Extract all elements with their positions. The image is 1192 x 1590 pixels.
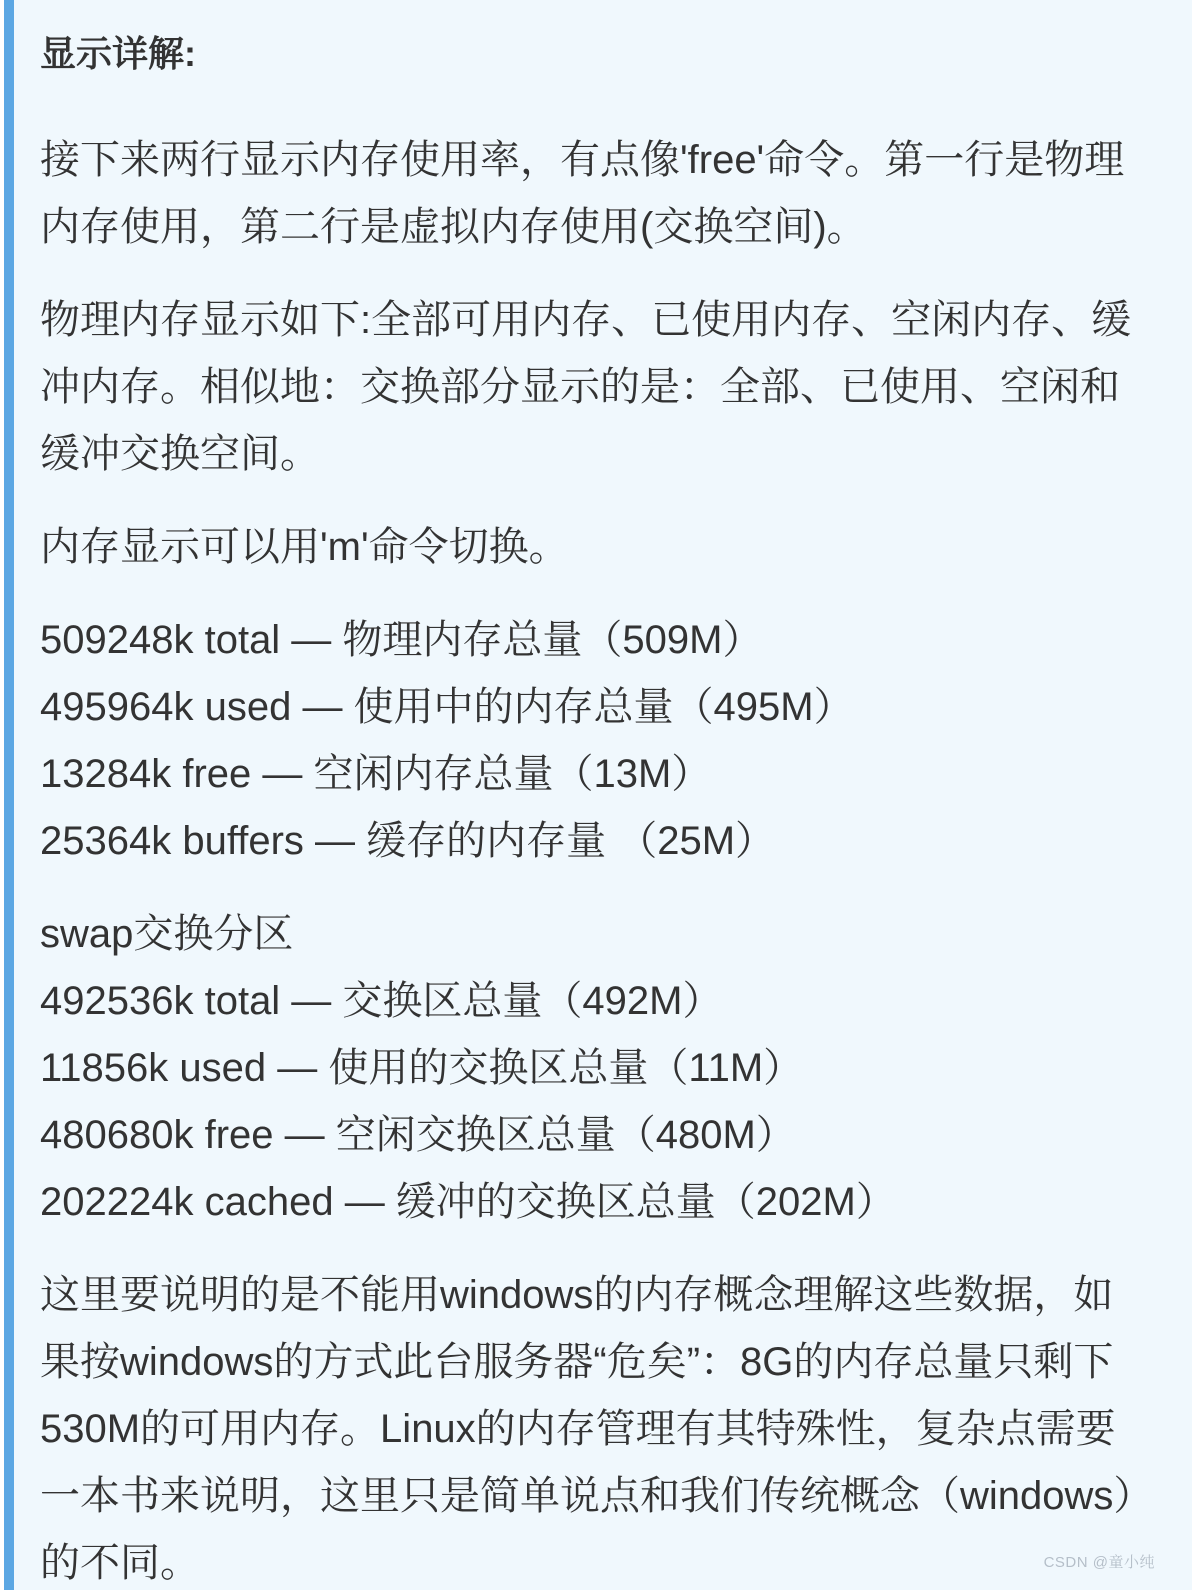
- swap-stat-free: 480680k free — 空闲交换区总量（480M）: [40, 1113, 796, 1157]
- swap-stat-used: 11856k used — 使用的交换区总量（11M）: [40, 1046, 804, 1090]
- paragraph-toggle-hint: 内存显示可以用'm'命令切换。: [40, 525, 569, 569]
- paragraph-physical-memory: 物理内存显示如下:全部可用内存、已使用内存、空闲内存、缓冲内存。相似地：交换部分显示的是：全部、已使用、空闲和缓冲交换空间。: [40, 298, 1132, 476]
- memory-stat-total: 509248k total — 物理内存总量（509M）: [40, 618, 763, 662]
- csdn-watermark: CSDN @童小纯: [1043, 1554, 1155, 1571]
- swap-stat-cached: 202224k cached — 缓冲的交换区总量（202M）: [40, 1180, 896, 1224]
- paragraph-closing: 这里要说明的是不能用windows的内存概念理解这些数据，如果按windows的方式此台服务器“危矣”：8G的内存总量只剩下530M的可用内存。Linux的内存管理有其特殊性，复杂点需要一本书来说明，这里只是简单说点和我们传统概念（windows）的不同。: [40, 1273, 1134, 1585]
- swap-stats-block: [40, 901, 1146, 1236]
- memory-stat-free: 13284k free — 空闲内存总量（13M）: [40, 752, 712, 796]
- memory-stat-buffers: 25364k buffers — 缓存的内存量 （25M）: [40, 819, 776, 863]
- memory-stat-used: 495964k used — 使用中的内存总量（495M）: [40, 685, 854, 729]
- paragraph-memory-overview: 接下来两行显示内存使用率，有点像'free'命令。第一行是物理内存使用，第二行是虚拟内存使用(交换空间)。: [40, 138, 1125, 249]
- section-heading: 显示详解:: [40, 33, 196, 74]
- physical-memory-stats-block: [40, 607, 1146, 875]
- swap-stat-total: 492536k total — 交换区总量（492M）: [40, 979, 723, 1023]
- explanation-blockquote: [4, 0, 1192, 1590]
- swap-section-title: swap交换分区: [40, 912, 294, 956]
